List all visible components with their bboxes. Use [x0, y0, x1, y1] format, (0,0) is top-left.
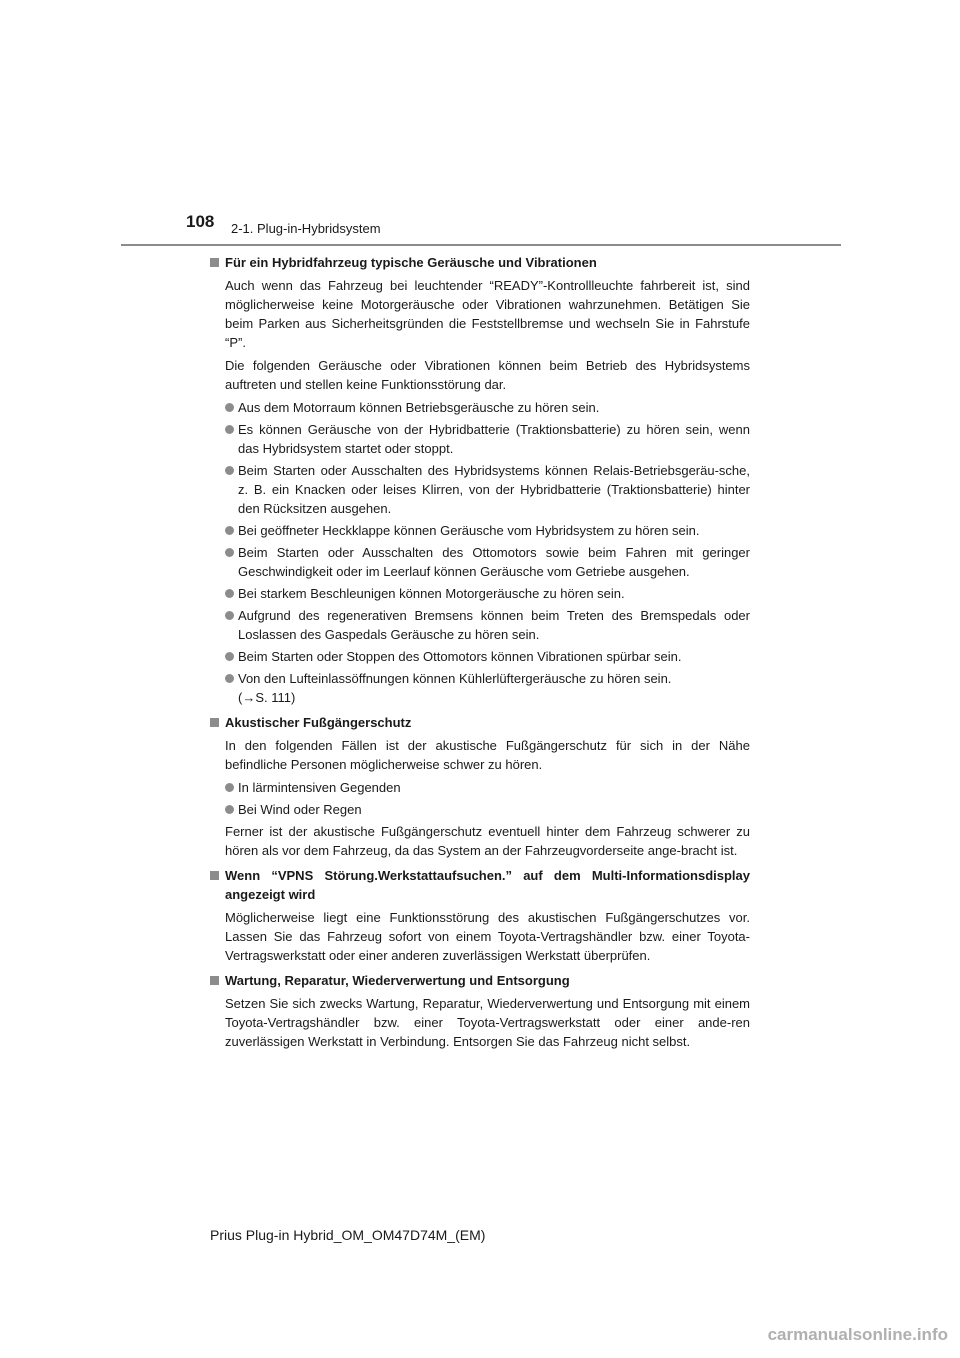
section-typical-noises — [210, 253, 750, 707]
list-item — [225, 778, 750, 797]
page-reference-link[interactable]: (→S. 111) — [238, 690, 296, 705]
paragraph: Setzen Sie sich zwecks Wartung, Reparatur, Wiederverwertung und Entsorgung mit einem Toyota-Vertragshändler bzw. einer Toyota-Vertragswerkstatt oder einer ande-ren zuverlässigen Werkstatt in Verbindung. Entsorgen Sie das Fahrzeug nicht selbst. — [225, 996, 750, 1049]
section-heading — [210, 713, 750, 732]
list-item — [225, 420, 750, 458]
section-heading — [210, 866, 750, 904]
paragraph: In den folgenden Fällen ist der akustische Fußgängerschutz für sich in der Nähe befindliche Personen möglicherweise schwer zu hören. — [225, 738, 750, 772]
circle-bullet-icon — [225, 403, 234, 412]
watermark: carmanualsonline.info — [767, 1325, 948, 1344]
heading-text: Wartung, Reparatur, Wiederverwertung und Entsorgung — [225, 973, 570, 988]
section-pedestrian-warning — [210, 713, 750, 860]
section-vpns-error — [210, 866, 750, 965]
circle-bullet-icon — [225, 783, 234, 792]
list-item-text: Bei Wind oder Regen — [238, 802, 362, 817]
heading-text: Wenn “VPNS Störung.Werkstattaufsuchen.” auf dem Multi-Informationsdisplay angezeigt wird — [225, 868, 750, 902]
paragraph: Die folgenden Geräusche oder Vibrationen können beim Betrieb des Hybridsystems auftreten und stellen keine Funktionsstörung dar. — [225, 358, 750, 392]
list-item-text: Beim Starten oder Ausschalten des Hybridsystems können Relais-Betriebsgeräu-sche, z. B. ein Knacken oder leises Klirren, von der Hybridbatterie (Traktionsbatterie) hinter den Rücksitzen ausgehen. — [238, 463, 750, 516]
square-bullet-icon — [210, 258, 219, 267]
main-content — [210, 253, 750, 1057]
list-item-text: Beim Starten oder Stoppen des Ottomotors können Vibrationen spürbar sein. — [238, 649, 682, 664]
list-item-text: Bei geöffneter Heckklappe können Geräusche vom Hybridsystem zu hören sein. — [238, 523, 700, 538]
paragraph: Auch wenn das Fahrzeug bei leuchtender “READY”-Kontrollleuchte fahrbereit ist, sind möglicherweise keine Motorgeräusche oder Vibrationen wahrzunehmen. Betätigen Sie beim Parken aus Sicherheitsgründen die Feststellbremse und wechseln Sie in Fahrstufe “P”. — [225, 278, 750, 350]
list-item — [225, 584, 750, 603]
list-item — [225, 800, 750, 819]
circle-bullet-icon — [225, 805, 234, 814]
list-item-text: Von den Lufteinlassöffnungen können Kühlerlüftergeräusche zu hören sein. — [238, 671, 672, 686]
paragraph: Möglicherweise liegt eine Funktionsstörung des akustischen Fußgängerschutzes vor. Lassen Sie das Fahrzeug sofort von einem Toyota-Vertragshändler bzw. einer Toyota-Vertragswerkstatt oder einer anderen zuverlässigen Werkstatt überprüfen. — [225, 910, 750, 963]
list-item-text: Aufgrund des regenerativen Bremsens können beim Treten des Bremspedals oder Loslassen des Gaspedals Geräusche zu hören sein. — [238, 608, 750, 642]
list-item — [225, 398, 750, 417]
circle-bullet-icon — [225, 548, 234, 557]
heading-text: Akustischer Fußgängerschutz — [225, 715, 412, 730]
list-item-text: In lärmintensiven Gegenden — [238, 780, 401, 795]
section-maintenance-disposal — [210, 971, 750, 1051]
list-item — [225, 543, 750, 581]
circle-bullet-icon — [225, 526, 234, 535]
header-divider — [121, 244, 841, 246]
section-heading — [210, 971, 750, 990]
list-item — [225, 521, 750, 540]
square-bullet-icon — [210, 976, 219, 985]
page-number: 108 — [186, 212, 215, 231]
list-item — [225, 606, 750, 644]
heading-text: Für ein Hybridfahrzeug typische Geräusche und Vibrationen — [225, 255, 597, 270]
list-item — [225, 461, 750, 518]
footer-manual-id: Prius Plug-in Hybrid_OM_OM47D74M_(EM) — [210, 1227, 486, 1243]
paragraph: Ferner ist der akustische Fußgängerschutz eventuell hinter dem Fahrzeug schwerer zu hören als vor dem Fahrzeug, da das System an der Fahrzeugvorderseite ange-bracht ist. — [225, 824, 750, 858]
circle-bullet-icon — [225, 466, 234, 475]
square-bullet-icon — [210, 718, 219, 727]
list-item-text: Aus dem Motorraum können Betriebsgeräusche zu hören sein. — [238, 400, 600, 415]
circle-bullet-icon — [225, 589, 234, 598]
list-item — [225, 669, 750, 707]
list-item-text: Es können Geräusche von der Hybridbatterie (Traktionsbatterie) zu hören sein, wenn das Hybridsystem startet oder stoppt. — [238, 422, 750, 456]
circle-bullet-icon — [225, 611, 234, 620]
list-item-wrapper — [238, 669, 750, 707]
list-item-text: Bei starkem Beschleunigen können Motorgeräusche zu hören sein. — [238, 586, 625, 601]
section-heading — [210, 253, 750, 272]
circle-bullet-icon — [225, 652, 234, 661]
square-bullet-icon — [210, 871, 219, 880]
section-title: 2-1. Plug-in-Hybridsystem — [231, 221, 381, 236]
list-item-text: Beim Starten oder Ausschalten des Ottomotors sowie beim Fahren mit geringer Geschwindigkeit oder im Leerlauf können Geräusche vom Getriebe ausgehen. — [238, 545, 750, 579]
list-item — [225, 647, 750, 666]
page-header — [0, 0, 960, 250]
circle-bullet-icon — [225, 674, 234, 683]
circle-bullet-icon — [225, 425, 234, 434]
